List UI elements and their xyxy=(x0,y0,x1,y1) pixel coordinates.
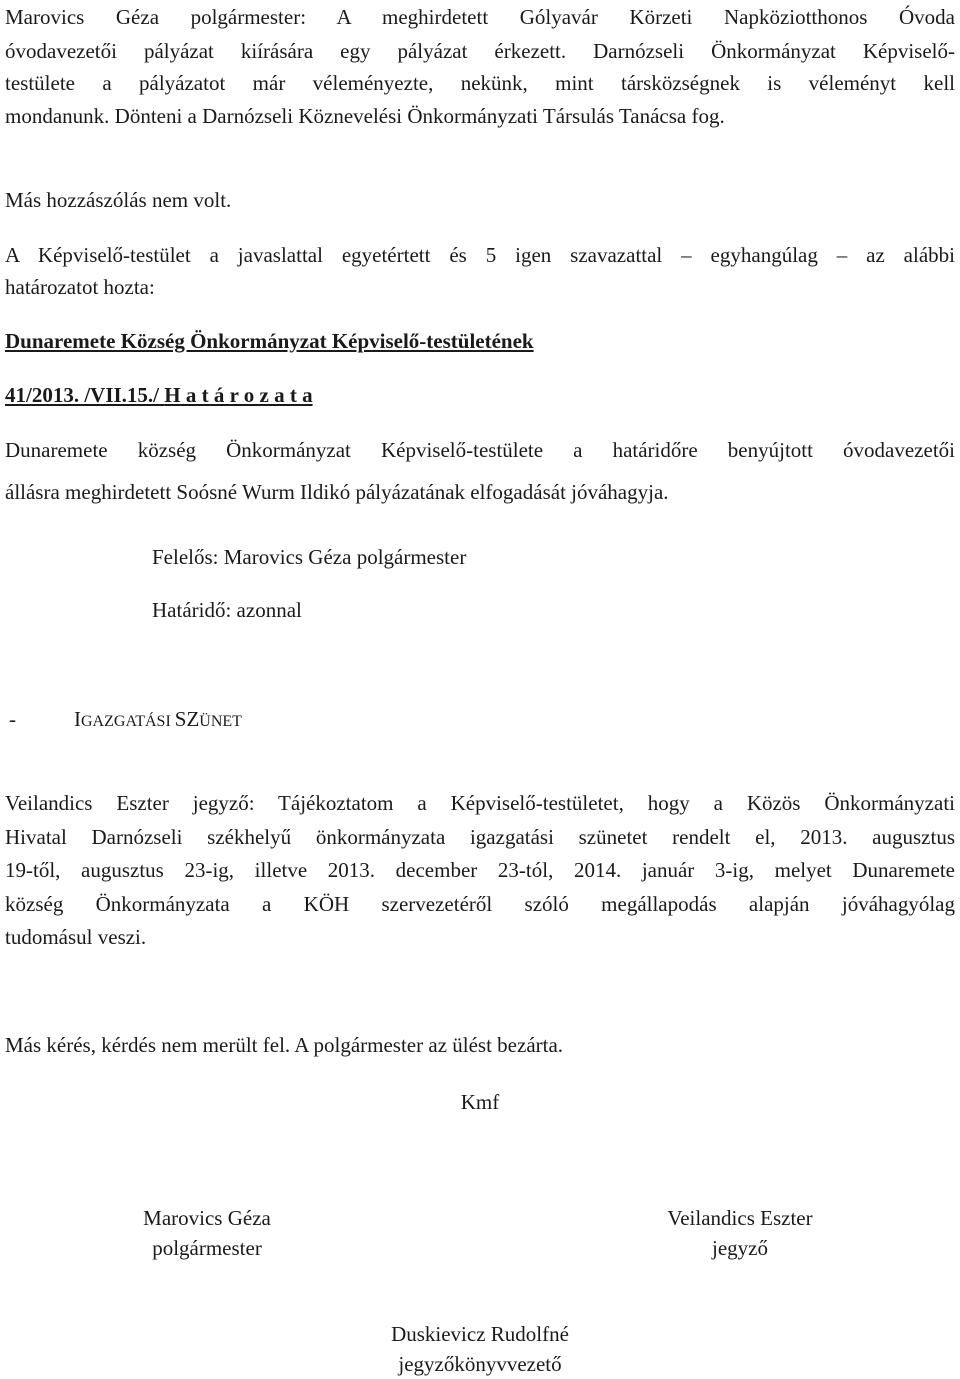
recorder-title: jegyzőkönyvvezető xyxy=(398,1352,562,1376)
recorder-signature-block xyxy=(350,1319,610,1379)
resolution-text-line-2: állásra meghirdetett Soósné Wurm Ildikó pályázatának elfogadását jóváhagyja. xyxy=(5,480,669,504)
vote-intro-line-1: A Képviselő-testület a javaslattal egyetértett és 5 igen szavazattal – egyhangúlag – az alábbi xyxy=(5,243,955,267)
resolution-text-line-1: Dunaremete község Önkormányzat Képviselő-testülete a határidőre benyújtott óvodavezetői xyxy=(5,438,955,462)
deadline: Határidő: azonnal xyxy=(152,598,302,622)
mayor-title: polgármester xyxy=(152,1236,262,1260)
resolution-header xyxy=(5,380,955,410)
agenda-dash: - xyxy=(9,707,16,731)
council-heading: Dunaremete Község Önkormányzat Képviselő-testületének xyxy=(5,329,534,353)
notary-line-2: Hivatal Darnózseli székhelyű önkormányzata igazgatási szünetet rendelt el, 2013. augusztus xyxy=(5,825,955,849)
notary-line-1: Veilandics Eszter jegyző: Tájékoztatom a Képviselő-testületet, hogy a Közös Önkormányzati xyxy=(5,791,955,815)
resolution-number: 41/2013. /VII.15./ xyxy=(5,383,160,407)
mayor-name: Marovics Géza xyxy=(143,1206,271,1230)
notary-line-5: tudomásul veszi. xyxy=(5,925,147,949)
para1-line-4: mondanunk. Dönteni a Darnózseli Köznevelési Önkormányzati Társulás Tanácsa fog. xyxy=(5,104,725,128)
notary-name: Veilandics Eszter xyxy=(667,1206,813,1230)
notary-title: jegyző xyxy=(712,1236,768,1260)
agenda-title-part-4: ÜNET xyxy=(199,713,242,730)
notary-line-4: község Önkormányzata a KÖH szervezetéről szóló megállapodás alapján jóváhagyólag xyxy=(5,892,955,916)
recorder-name: Duskievicz Rudolfné xyxy=(391,1322,569,1346)
agenda-title-part-1: I xyxy=(74,707,81,731)
notary-signature-block xyxy=(610,1203,870,1263)
mayor-signature-block xyxy=(77,1203,337,1263)
no-more-comments: Más hozzászólás nem volt. xyxy=(5,188,232,212)
notary-line-3: 19-től, augusztus 23-ig, illetve 2013. december 23-tól, 2014. január 3-ig, melyet Dunaremete xyxy=(5,858,955,882)
kmf-label: Kmf xyxy=(460,1090,500,1114)
agenda-title-part-3: SZ xyxy=(174,707,200,731)
para1-line-1: Marovics Géza polgármester: A meghirdetett Gólyavár Körzeti Napköziotthonos Óvoda xyxy=(5,5,955,29)
para1-line-2: óvodavezetői pályázat kiírására egy pályázat érkezett. Darnózseli Önkormányzat Képviselő- xyxy=(5,39,955,63)
responsible: Felelős: Marovics Géza polgármester xyxy=(152,545,467,569)
para1-line-3: testülete a pályázatot már véleményezte, nekünk, mint társközségnek is véleményt kell xyxy=(5,71,955,95)
resolution-word: H a t á r o z a t a xyxy=(164,383,313,407)
vote-intro-line-2: határozatot hozta: xyxy=(5,275,155,299)
agenda-title-part-2: GAZGATÁSI xyxy=(81,713,175,730)
closing-statement: Más kérés, kérdés nem merült fel. A polgármester az ülést bezárta. xyxy=(5,1033,564,1057)
agenda-item xyxy=(9,704,959,737)
